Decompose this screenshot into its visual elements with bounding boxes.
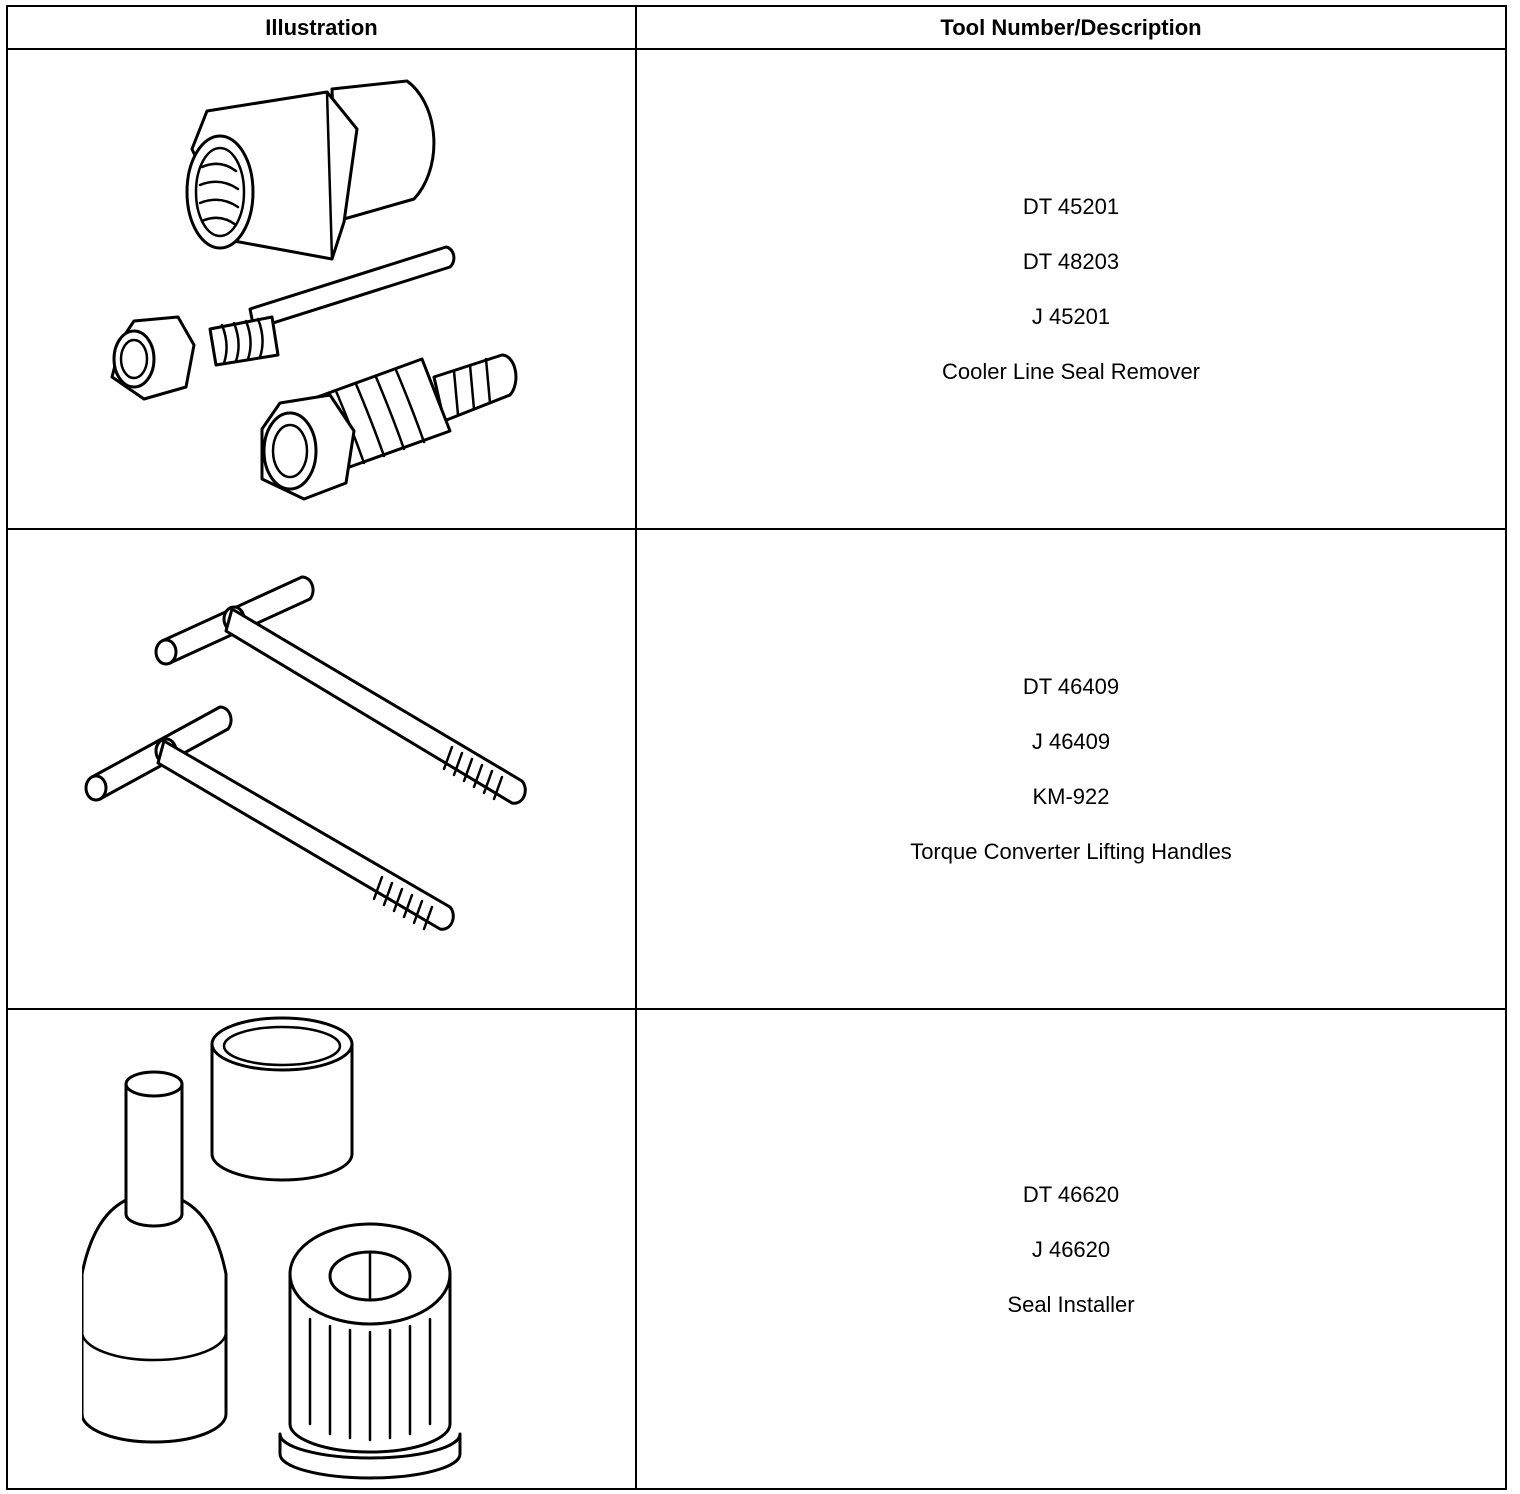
torque-converter-lifting-handles-icon xyxy=(82,559,562,979)
cooler-line-seal-remover-icon xyxy=(82,59,562,519)
tool-number: J 46409 xyxy=(1031,729,1111,754)
tool-number: KM-922 xyxy=(1032,784,1110,809)
illustration-cell xyxy=(7,1009,636,1489)
table-row xyxy=(7,49,1506,529)
tool-table xyxy=(6,5,1507,1490)
table-header-row xyxy=(7,6,1506,49)
tool-description-cell xyxy=(636,49,1506,529)
tool-number: DT 46620 xyxy=(1022,1181,1120,1207)
tool-description: Seal Installer xyxy=(1007,1291,1135,1317)
illustration-cell xyxy=(7,529,636,1009)
tool-number: J 46620 xyxy=(1031,1236,1111,1262)
tool-number: DT 46409 xyxy=(1022,674,1120,699)
table-row xyxy=(7,1009,1506,1489)
tool-description-cell xyxy=(636,1009,1506,1489)
tool-number: DT 48203 xyxy=(1022,249,1120,274)
tool-description: Torque Converter Lifting Handles xyxy=(910,839,1232,864)
seal-installer-icon xyxy=(82,1014,562,1484)
tool-number: DT 45201 xyxy=(1022,194,1120,219)
tool-description-cell xyxy=(636,529,1506,1009)
header-tool-number-description: Tool Number/Description xyxy=(636,6,1506,49)
table-row xyxy=(7,529,1506,1009)
illustration-cell xyxy=(7,49,636,529)
tool-description: Cooler Line Seal Remover xyxy=(941,359,1201,384)
tool-number: J 45201 xyxy=(1031,304,1111,329)
header-illustration: Illustration xyxy=(7,6,636,49)
